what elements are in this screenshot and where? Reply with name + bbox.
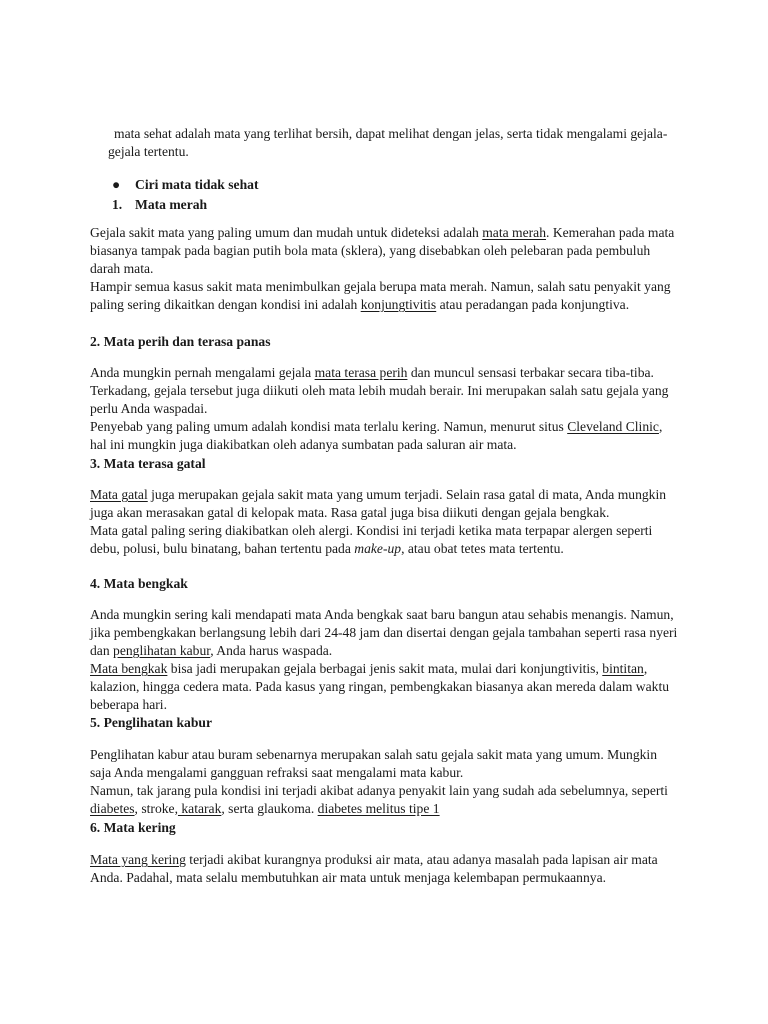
section-4 bbox=[90, 606, 680, 714]
link-cleveland-clinic[interactable]: Cleveland Clinic bbox=[567, 419, 659, 434]
section-2-para-1: Anda mungkin pernah mengalami gejala mata terasa perih dan muncul sensasi terbakar secara tiba-tiba. Terkadang, gejala tersebut juga diikuti oleh mata lebih mudah berair. Ini merupakan salah satu gejala yang perlu Anda waspadai. bbox=[90, 365, 669, 416]
section-4-para-2: Mata bengkak bisa jadi merupakan gejala berbagai jenis sakit mata, mulai dari konjungtivitis, bintitan, kalazion, hingga cedera mata. Pada kasus yang ringan, pembengkakan biasanya akan mereda dalam waktu beberapa hari. bbox=[90, 661, 670, 712]
section-5 bbox=[90, 746, 680, 818]
section-6-para-1: Mata yang kering terjadi akibat kurangnya produksi air mata, atau adanya masalah pada lapisan air mata Anda. Padahal, mata selalu membutuhkan air mata untuk menjaga kelembapan permukaannya. bbox=[90, 852, 658, 885]
heading-1 bbox=[112, 196, 207, 214]
link-mata-merah[interactable]: mata merah bbox=[482, 225, 547, 240]
heading-1-label: Mata merah bbox=[135, 197, 208, 212]
list-number: 1. bbox=[112, 197, 123, 212]
bullet-heading bbox=[112, 176, 258, 194]
section-5-para-1: Penglihatan kabur atau buram sebenarnya merupakan salah satu gejala sakit mata yang umum. Mungkin saja Anda mengalami gangguan refraksi saat mengalami mata kabur. bbox=[90, 747, 657, 780]
heading-2: 2. Mata perih dan terasa panas bbox=[90, 334, 271, 349]
link-konjungtivitis[interactable]: konjungtivitis bbox=[360, 297, 437, 312]
link-mata-terasa-perih[interactable]: mata terasa perih bbox=[314, 365, 408, 380]
heading-5: 5. Penglihatan kabur bbox=[90, 715, 212, 730]
section-5-para-2: Namun, tak jarang pula kondisi ini terjadi akibat adanya penyakit lain yang sudah ada sebelumnya, seperti diabetes, stroke, katarak, serta glaukoma. diabetes melitus tipe 1 bbox=[90, 783, 668, 816]
link-mata-gatal[interactable]: Mata gatal bbox=[90, 487, 148, 502]
bullet-icon: ● bbox=[112, 177, 121, 192]
section-2-para-2: Penyebab yang paling umum adalah kondisi mata terlalu kering. Namun, menurut situs Cleveland Clinic, hal ini mungkin juga diakibatkan oleh adanya sumbatan pada saluran air mata. bbox=[90, 419, 663, 452]
heading-6: 6. Mata kering bbox=[90, 820, 176, 835]
section-3 bbox=[90, 486, 680, 558]
section-4-para-1: Anda mungkin sering kali mendapati mata Anda bengkak saat baru bangun atau sehabis menangis. Namun, jika pembengkakan berlangsung lebih dari 24-48 jam dan disertai dengan gejala tambahan seperti rasa nyeri dan penglihatan kabur, Anda harus waspada. bbox=[90, 607, 678, 658]
bullet-label: Ciri mata tidak sehat bbox=[135, 177, 259, 192]
section-1-para-1: Gejala sakit mata yang paling umum dan mudah untuk dideteksi adalah mata merah. Kemerahan pada mata biasanya tampak pada bagian putih bola mata (sklera), yang disebabkan oleh pelebaran pada pembuluh darah mata. bbox=[90, 225, 675, 276]
link-mata-bengkak[interactable]: Mata bengkak bbox=[90, 661, 168, 676]
link-katarak[interactable]: katarak bbox=[177, 801, 222, 816]
link-bintitan[interactable]: bintitan bbox=[602, 661, 644, 676]
intro-paragraph: mata sehat adalah mata yang terlihat bersih, dapat melihat dengan jelas, serta tidak mengalami gejala-gejala tertentu. bbox=[108, 126, 668, 159]
link-diabetes-melitus-tipe-1[interactable]: diabetes melitus tipe 1 bbox=[317, 801, 440, 816]
section-3-para-1: Mata gatal juga merupakan gejala sakit mata yang umum terjadi. Selain rasa gatal di mata, Anda mungkin juga akan merasakan gatal di kelopak mata. Rasa gatal juga bisa diikuti dengan gejala bengkak. bbox=[90, 487, 667, 520]
section-3-para-2: Mata gatal paling sering diakibatkan oleh alergi. Kondisi ini terjadi ketika mata terpapar alergen seperti debu, polusi, bulu binatang, bahan tertentu pada make-up, atau obat tetes mata tertentu. bbox=[90, 523, 653, 556]
heading-4: 4. Mata bengkak bbox=[90, 576, 188, 591]
link-mata-yang-kering[interactable]: Mata yang kering bbox=[90, 852, 186, 867]
section-1-para-2: Hampir semua kasus sakit mata menimbulkan gejala berupa mata merah. Namun, salah satu penyakit yang paling sering dikaitkan dengan kondisi ini adalah konjungtivitis atau peradangan pada konjungtiva. bbox=[90, 279, 671, 312]
section-2 bbox=[90, 364, 680, 454]
heading-3: 3. Mata terasa gatal bbox=[90, 456, 206, 471]
link-penglihatan-kabur[interactable]: penglihatan kabur bbox=[113, 643, 211, 658]
section-1 bbox=[90, 224, 680, 314]
section-6 bbox=[90, 851, 680, 887]
link-diabetes[interactable]: diabetes bbox=[90, 801, 135, 816]
